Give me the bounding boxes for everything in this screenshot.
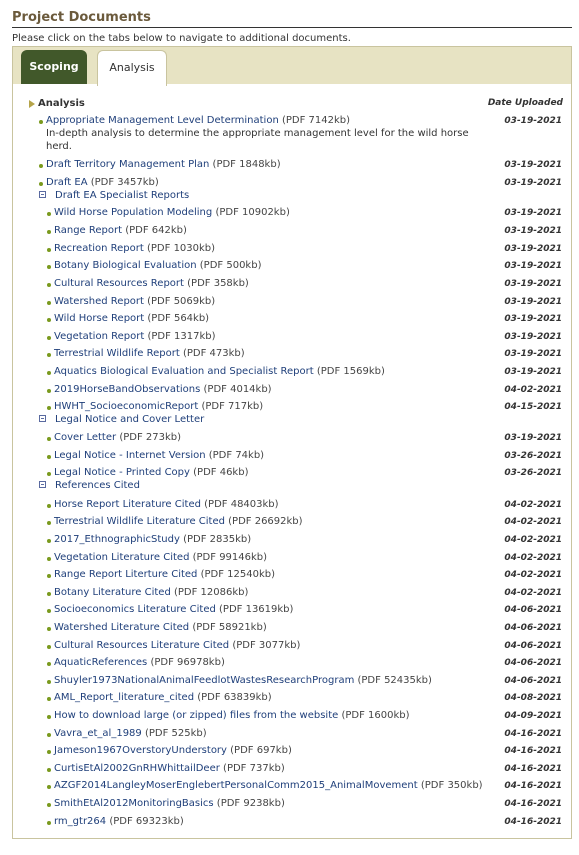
upload-date: 04-16-2021 bbox=[504, 817, 562, 827]
upload-date: 04-06-2021 bbox=[504, 658, 562, 668]
document-link[interactable]: 2017_EthnographicStudy bbox=[54, 534, 180, 545]
file-size: (PDF 58921kb) bbox=[192, 622, 267, 633]
upload-date: 04-06-2021 bbox=[504, 623, 562, 633]
file-size: (PDF 99146kb) bbox=[192, 552, 268, 563]
upload-date: 03-19-2021 bbox=[504, 160, 562, 170]
upload-date: 04-16-2021 bbox=[504, 781, 562, 791]
document-link[interactable]: Vegetation Literature Cited bbox=[54, 552, 190, 563]
upload-date: 04-06-2021 bbox=[504, 641, 562, 651]
upload-date: 03-19-2021 bbox=[504, 226, 562, 236]
bullet-icon bbox=[47, 539, 51, 543]
document-link[interactable]: Terrestrial Wildlife Literature Cited bbox=[54, 516, 225, 527]
upload-date: 03-19-2021 bbox=[504, 261, 562, 271]
document-link[interactable]: Socioeconomics Literature Cited bbox=[54, 604, 216, 615]
file-size: (PDF 500kb) bbox=[199, 260, 262, 271]
document-link[interactable]: Legal Notice - Printed Copy bbox=[54, 467, 190, 478]
document-link[interactable]: Appropriate Management Level Determination bbox=[46, 115, 279, 126]
bullet-icon bbox=[47, 455, 51, 459]
bullet-icon bbox=[47, 521, 51, 525]
bullet-icon bbox=[39, 164, 43, 168]
bullet-icon bbox=[47, 504, 51, 508]
document-link[interactable]: How to download large (or zipped) files from the website bbox=[54, 710, 339, 721]
document-link[interactable]: Draft Territory Management Plan bbox=[46, 159, 210, 170]
document-link[interactable]: Vavra_et_al_1989 bbox=[54, 728, 142, 739]
file-size: (PDF 717kb) bbox=[201, 401, 264, 412]
document-link[interactable]: Watershed Report bbox=[54, 296, 144, 307]
bullet-icon bbox=[39, 120, 43, 124]
document-link[interactable]: AZGF2014LangleyMoserEnglebertPersonalComm2015_AnimalMovement bbox=[54, 780, 418, 791]
file-size: (PDF 473kb) bbox=[182, 348, 245, 359]
upload-date: 04-16-2021 bbox=[504, 729, 562, 739]
upload-date: 04-09-2021 bbox=[504, 711, 562, 721]
upload-date: 03-26-2021 bbox=[504, 468, 562, 478]
upload-date: 03-19-2021 bbox=[504, 244, 562, 254]
upload-date: 04-16-2021 bbox=[504, 746, 562, 756]
document-link[interactable]: Botany Biological Evaluation bbox=[54, 260, 197, 271]
file-size: (PDF 1317kb) bbox=[147, 331, 216, 342]
bullet-icon bbox=[47, 248, 51, 252]
upload-date: 03-19-2021 bbox=[504, 297, 562, 307]
collapse-icon[interactable] bbox=[39, 191, 46, 198]
bullet-icon bbox=[47, 389, 51, 393]
bullet-icon bbox=[47, 353, 51, 357]
upload-date: 03-19-2021 bbox=[504, 433, 562, 443]
document-link[interactable]: Terrestrial Wildlife Report bbox=[54, 348, 180, 359]
document-description: In-depth analysis to determine the appropriate management level for the wild horse bbox=[46, 128, 469, 139]
document-link[interactable]: rm_gtr264 bbox=[54, 816, 107, 827]
upload-date: 03-19-2021 bbox=[504, 208, 562, 218]
collapse-icon[interactable] bbox=[39, 481, 46, 488]
file-size: (PDF 74kb) bbox=[208, 450, 265, 461]
upload-date: 03-19-2021 bbox=[504, 314, 562, 324]
document-link[interactable]: Range Report bbox=[54, 225, 123, 236]
bullet-icon bbox=[47, 785, 51, 789]
document-link[interactable]: AquaticReferences bbox=[54, 657, 148, 668]
document-link[interactable]: Range Report Literture Cited bbox=[54, 569, 198, 580]
bullet-icon bbox=[47, 371, 51, 375]
file-size: (PDF 69323kb) bbox=[109, 816, 184, 827]
file-size: (PDF 1848kb) bbox=[212, 159, 281, 170]
bullet-icon bbox=[47, 336, 51, 340]
document-description: herd. bbox=[46, 141, 72, 152]
document-link[interactable]: Cultural Resources Report bbox=[54, 278, 184, 289]
bullet-icon bbox=[47, 574, 51, 578]
file-size: (PDF 12540kb) bbox=[200, 569, 276, 580]
file-size: (PDF 63839kb) bbox=[197, 692, 272, 703]
bullet-icon bbox=[47, 803, 51, 807]
document-link[interactable]: Recreation Report bbox=[54, 243, 144, 254]
bullet-icon bbox=[47, 437, 51, 441]
file-size: (PDF 46kb) bbox=[193, 467, 249, 478]
upload-date: 04-02-2021 bbox=[504, 535, 562, 545]
bullet-icon bbox=[47, 212, 51, 216]
bullet-icon bbox=[47, 406, 51, 410]
upload-date: 03-19-2021 bbox=[504, 279, 562, 289]
document-link[interactable]: Legal Notice - Internet Version bbox=[54, 450, 206, 461]
bullet-icon bbox=[47, 715, 51, 719]
date-uploaded-header: Date Uploaded bbox=[487, 98, 563, 108]
document-link[interactable]: HWHT_SocioeconomicReport bbox=[54, 401, 199, 412]
document-link[interactable]: SmithEtAl2012MonitoringBasics bbox=[54, 798, 214, 809]
file-size: (PDF 7142kb) bbox=[281, 115, 351, 126]
file-size: (PDF 273kb) bbox=[119, 432, 182, 443]
document-link[interactable]: Botany Literature Cited bbox=[54, 587, 171, 598]
bullet-icon bbox=[47, 768, 51, 772]
tab-scoping[interactable]: Scoping bbox=[21, 50, 87, 84]
document-link[interactable]: CurtisEtAl2002GnRHWhittailDeer bbox=[54, 763, 220, 774]
document-link[interactable]: Vegetation Report bbox=[54, 331, 145, 342]
upload-date: 03-19-2021 bbox=[504, 349, 562, 359]
bullet-icon bbox=[47, 283, 51, 287]
file-size: (PDF 4014kb) bbox=[203, 384, 272, 395]
bullet-icon bbox=[47, 750, 51, 754]
page-title: Project Documents bbox=[12, 10, 151, 25]
upload-date: 04-02-2021 bbox=[504, 500, 562, 510]
bullet-icon bbox=[47, 230, 51, 234]
document-link[interactable]: Watershed Literature Cited bbox=[54, 622, 190, 633]
document-link[interactable]: Horse Report Literature Cited bbox=[54, 499, 201, 510]
documents-panel bbox=[12, 46, 572, 839]
document-link[interactable]: Cultural Resources Literature Cited bbox=[54, 640, 230, 651]
folder-label[interactable]: Draft EA Specialist Reports bbox=[55, 190, 190, 201]
upload-date: 04-02-2021 bbox=[504, 385, 562, 395]
bullet-icon bbox=[47, 662, 51, 666]
file-size: (PDF 2835kb) bbox=[183, 534, 252, 545]
folder-label[interactable]: References Cited bbox=[55, 480, 140, 491]
upload-date: 04-02-2021 bbox=[504, 570, 562, 580]
tab-bar bbox=[13, 47, 571, 84]
document-link[interactable]: Draft EA bbox=[46, 177, 88, 188]
file-size: (PDF 13619kb) bbox=[219, 604, 294, 615]
file-size: (PDF 564kb) bbox=[147, 313, 210, 324]
bullet-icon bbox=[47, 627, 51, 631]
list-header-label: Analysis bbox=[38, 98, 85, 109]
upload-date: 03-19-2021 bbox=[504, 116, 562, 126]
upload-date: 03-19-2021 bbox=[504, 367, 562, 377]
upload-date: 04-02-2021 bbox=[504, 517, 562, 527]
bullet-icon bbox=[47, 592, 51, 596]
bullet-icon bbox=[47, 733, 51, 737]
tab-analysis[interactable]: Analysis bbox=[97, 50, 167, 86]
file-size: (PDF 52435kb) bbox=[357, 675, 432, 686]
bullet-icon bbox=[47, 645, 51, 649]
file-size: (PDF 10902kb) bbox=[215, 207, 290, 218]
file-size: (PDF 3457kb) bbox=[90, 177, 159, 188]
bullet-icon bbox=[47, 318, 51, 322]
upload-date: 04-06-2021 bbox=[504, 605, 562, 615]
intro-text: Please click on the tabs below to navigate to additional documents. bbox=[12, 33, 351, 44]
bullet-icon bbox=[39, 182, 43, 186]
title-divider bbox=[12, 27, 572, 28]
upload-date: 03-19-2021 bbox=[504, 178, 562, 188]
file-size: (PDF 525kb) bbox=[144, 728, 207, 739]
upload-date: 04-02-2021 bbox=[504, 588, 562, 598]
file-size: (PDF 1569kb) bbox=[316, 366, 385, 377]
bullet-icon bbox=[47, 557, 51, 561]
document-link[interactable]: Jameson1967OverstoryUnderstory bbox=[54, 745, 227, 756]
bullet-icon bbox=[47, 609, 51, 613]
triangle-right-icon bbox=[29, 100, 35, 108]
document-link[interactable]: Aquatics Biological Evaluation and Specialist Report bbox=[54, 366, 314, 377]
collapse-icon[interactable] bbox=[39, 415, 46, 422]
upload-date: 03-19-2021 bbox=[504, 332, 562, 342]
bullet-icon bbox=[47, 301, 51, 305]
bullet-icon bbox=[47, 821, 51, 825]
file-size: (PDF 5069kb) bbox=[147, 296, 216, 307]
file-size: (PDF 350kb) bbox=[420, 780, 483, 791]
document-link[interactable]: Wild Horse Population Modeling bbox=[54, 207, 213, 218]
file-size: (PDF 3077kb) bbox=[232, 640, 301, 651]
file-size: (PDF 1030kb) bbox=[147, 243, 216, 254]
upload-date: 04-02-2021 bbox=[504, 553, 562, 563]
list-header bbox=[29, 99, 563, 111]
file-size: (PDF 12086kb) bbox=[173, 587, 249, 598]
file-size: (PDF 48403kb) bbox=[204, 499, 279, 510]
upload-date: 03-26-2021 bbox=[504, 451, 562, 461]
file-size: (PDF 642kb) bbox=[125, 225, 187, 236]
folder-label[interactable]: Legal Notice and Cover Letter bbox=[55, 414, 205, 425]
file-size: (PDF 737kb) bbox=[223, 763, 285, 774]
document-link[interactable]: Shuyler1973NationalAnimalFeedlotWastesResearchProgram bbox=[54, 675, 355, 686]
document-link[interactable]: 2019HorseBandObservations bbox=[54, 384, 201, 395]
file-size: (PDF 9238kb) bbox=[216, 798, 285, 809]
bullet-icon bbox=[47, 265, 51, 269]
bullet-icon bbox=[47, 680, 51, 684]
upload-date: 04-16-2021 bbox=[504, 799, 562, 809]
file-size: (PDF 1600kb) bbox=[341, 710, 410, 721]
document-link[interactable]: Cover Letter bbox=[54, 432, 117, 443]
file-size: (PDF 358kb) bbox=[187, 278, 249, 289]
document-link[interactable]: Wild Horse Report bbox=[54, 313, 145, 324]
document-link[interactable]: AML_Report_literature_cited bbox=[54, 692, 195, 703]
file-size: (PDF 697kb) bbox=[230, 745, 292, 756]
file-size: (PDF 26692kb) bbox=[228, 516, 303, 527]
upload-date: 04-08-2021 bbox=[504, 693, 562, 703]
upload-date: 04-16-2021 bbox=[504, 764, 562, 774]
upload-date: 04-15-2021 bbox=[504, 402, 562, 412]
bullet-icon bbox=[47, 472, 51, 476]
file-size: (PDF 96978kb) bbox=[150, 657, 225, 668]
upload-date: 04-06-2021 bbox=[504, 676, 562, 686]
bullet-icon bbox=[47, 697, 51, 701]
